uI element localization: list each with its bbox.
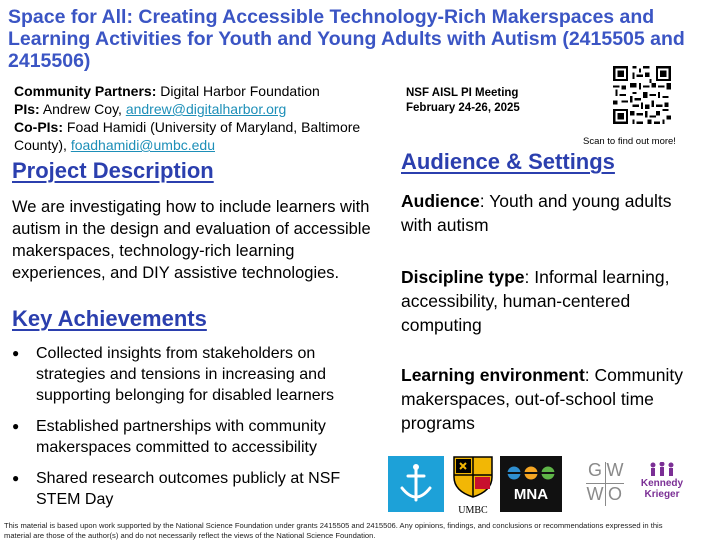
- achievement-item: ● Established partnerships with community makerspaces committed to accessibility: [10, 416, 382, 458]
- discipline-value: : Informal learning, accessibility, human-centered computing: [401, 267, 670, 335]
- mna-dots-icon: [505, 466, 557, 480]
- qr-caption: Scan to find out more!: [583, 136, 676, 147]
- gwu-letter: W: [606, 460, 624, 480]
- key-achievements-heading: Key Achievements: [12, 306, 207, 331]
- gwu-logo: [586, 460, 626, 508]
- achievement-item: ● Shared research outcomes publicly at NSF STEM Day: [10, 468, 382, 510]
- audience-label: Audience: [401, 191, 480, 211]
- meeting-dates: February 24-26, 2025: [406, 102, 520, 114]
- community-partners-label: Community Partners:: [14, 83, 157, 99]
- umbc-logo: [452, 455, 494, 516]
- copis-name: Foad Hamidi (University of Maryland, Baltimore County),: [14, 119, 361, 153]
- pis-label: PIs:: [14, 101, 40, 117]
- kennedy-krieger-logo: [636, 462, 688, 508]
- umbc-logo-text: UMBC: [458, 505, 488, 516]
- mna-logo-text: MNA: [513, 486, 549, 503]
- mna-logo: [500, 456, 562, 512]
- gwu-divider: [586, 483, 624, 484]
- discipline-block: [401, 265, 691, 337]
- copis-email-link[interactable]: foadhamidi@umbc.edu: [70, 137, 215, 153]
- copis-line: [14, 118, 404, 154]
- umbc-shield-icon: [452, 455, 494, 499]
- copis-label: Co-PIs:: [14, 119, 63, 135]
- pis-email-link[interactable]: andrew@digitalharbor.org: [125, 101, 287, 117]
- gwu-letter: W: [586, 484, 604, 504]
- audience-block: [401, 189, 691, 237]
- project-description-heading: Project Description: [12, 158, 214, 183]
- krieger-text: Krieger: [644, 489, 680, 500]
- partners-block: [14, 82, 404, 154]
- qr-code-icon[interactable]: [611, 64, 673, 126]
- pis-name: Andrew Coy,: [42, 101, 122, 117]
- audience-value: : Youth and young adults with autism: [401, 191, 672, 235]
- community-partners-line: [14, 82, 404, 100]
- gwu-letter: O: [607, 484, 622, 504]
- kennedy-krieger-figures-icon: [648, 462, 676, 476]
- nsf-disclaimer: This material is based upon work supported by the National Science Foundation under grants 2415505 and 2415506. Any opinions, findings, and conclusions or recommendations expressed in this material are those of the author(s) and do not necessarily reflect the views of the National Science Foundation.: [4, 521, 663, 540]
- pis-line: [14, 100, 404, 118]
- discipline-label: Discipline type: [401, 267, 525, 287]
- kennedy-krieger-text: [636, 478, 688, 500]
- kennedy-text: Kennedy: [640, 478, 684, 489]
- achievements-list: [10, 343, 382, 520]
- environment-block: [401, 363, 691, 435]
- poster-title: Space for All: Creating Accessible Technology-Rich Makerspaces and Learning Activities for Youth and Young Adults with Autism (2415505 and 2415506): [8, 6, 685, 72]
- audience-settings-heading: Audience & Settings: [401, 149, 615, 174]
- gwu-letter: G: [587, 460, 602, 480]
- achievement-item: ● Collected insights from stakeholders on strategies and tensions in increasing and supporting belonging for disabled learners: [10, 343, 382, 406]
- project-description-text: We are investigating how to include learners with autism in the design and evaluation of accessible makerspaces, technology-rich learning experiences, and DIY assistive technologies.: [12, 198, 371, 282]
- digital-harbor-logo-icon: [388, 456, 444, 512]
- meeting-info: [406, 86, 520, 116]
- environment-value: : Community makerspaces, out-of-school time programs: [401, 365, 683, 433]
- community-partners-value: Digital Harbor Foundation: [160, 83, 320, 99]
- meeting-name: NSF AISL PI Meeting: [406, 87, 519, 99]
- environment-label: Learning environment: [401, 365, 585, 385]
- gwu-divider: [605, 462, 606, 506]
